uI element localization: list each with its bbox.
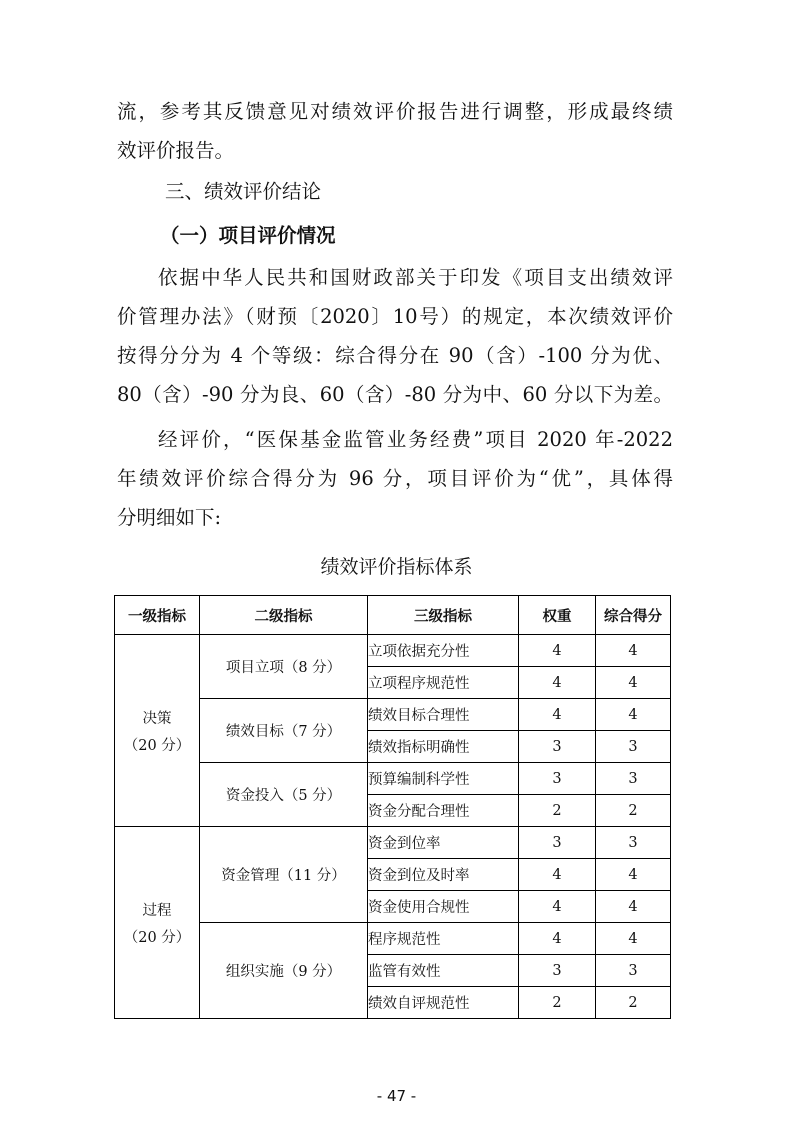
header-weight: 权重 <box>519 596 596 635</box>
level2-cell: 绩效目标（7 分） <box>200 699 368 763</box>
level3-cell: 资金到位及时率 <box>368 859 519 891</box>
paragraph-line: 分明细如下: <box>117 506 222 529</box>
weight-cell: 3 <box>519 955 596 987</box>
level3-cell: 绩效目标合理性 <box>368 699 519 731</box>
basis-paragraph <box>117 258 673 414</box>
weight-cell: 4 <box>519 923 596 955</box>
level3-cell: 程序规范性 <box>368 923 519 955</box>
sub-heading: （一）项目评价情况 <box>160 224 336 247</box>
paragraph-line: 年绩效评价综合得分为 96 分，项目评价为“优”，具体得 <box>117 467 673 490</box>
weight-cell: 3 <box>519 827 596 859</box>
level2-cell: 项目立项（8 分） <box>200 635 368 699</box>
score-cell: 3 <box>596 827 671 859</box>
level2-cell: 资金投入（5 分） <box>200 763 368 827</box>
score-cell: 4 <box>596 699 671 731</box>
result-paragraph <box>117 420 673 537</box>
table-header-row <box>115 596 671 635</box>
level3-cell: 资金使用合规性 <box>368 891 519 923</box>
score-cell: 3 <box>596 955 671 987</box>
table-row <box>115 635 671 667</box>
weight-cell: 4 <box>519 859 596 891</box>
page-number: - 47 - <box>376 1087 417 1105</box>
weight-cell: 2 <box>519 795 596 827</box>
score-cell: 2 <box>596 795 671 827</box>
section-heading: 三、绩效评价结论 <box>165 180 322 203</box>
weight-cell: 4 <box>519 699 596 731</box>
weight-cell: 4 <box>519 635 596 667</box>
metrics-table <box>114 595 671 1019</box>
score-cell: 2 <box>596 987 671 1019</box>
table-row <box>115 827 671 859</box>
weight-cell: 2 <box>519 987 596 1019</box>
score-cell: 4 <box>596 923 671 955</box>
paragraph-line: 经评价，“医保基金监管业务经费”项目 2020 年-2022 <box>158 428 673 451</box>
score-cell: 4 <box>596 667 671 699</box>
header-level2: 二级指标 <box>200 596 368 635</box>
weight-cell: 3 <box>519 731 596 763</box>
level3-cell: 预算编制科学性 <box>368 763 519 795</box>
level3-cell: 绩效自评规范性 <box>368 987 519 1019</box>
score-cell: 4 <box>596 859 671 891</box>
level3-cell: 资金分配合理性 <box>368 795 519 827</box>
level3-cell: 立项依据充分性 <box>368 635 519 667</box>
level3-cell: 资金到位率 <box>368 827 519 859</box>
level1-name: 决策 <box>142 710 172 727</box>
level1-score: （20 分） <box>123 737 191 754</box>
score-cell: 3 <box>596 763 671 795</box>
level2-cell: 资金管理（11 分） <box>200 827 368 923</box>
header-score: 综合得分 <box>596 596 671 635</box>
level3-cell: 立项程序规范性 <box>368 667 519 699</box>
table-title: 绩效评价指标体系 <box>320 556 473 578</box>
level3-cell: 监管有效性 <box>368 955 519 987</box>
level3-cell: 绩效指标明确性 <box>368 731 519 763</box>
weight-cell: 4 <box>519 667 596 699</box>
paragraph-line: 依据中华人民共和国财政部关于印发《项目支出绩效评 <box>158 266 673 289</box>
header-level3: 三级指标 <box>368 596 519 635</box>
paragraph-line: 效评价报告。 <box>117 139 235 162</box>
paragraph-line: 流，参考其反馈意见对绩效评价报告进行调整，形成最终绩 <box>117 100 673 123</box>
level1-name: 过程 <box>142 902 172 919</box>
score-cell: 3 <box>596 731 671 763</box>
weight-cell: 4 <box>519 891 596 923</box>
level2-cell: 组织实施（9 分） <box>200 923 368 1019</box>
score-cell: 4 <box>596 635 671 667</box>
level1-cell <box>115 827 200 1019</box>
level1-score: （20 分） <box>123 929 191 946</box>
level1-cell <box>115 635 200 827</box>
paragraph-line: 80（含）-90 分为良、60（含）-80 分为中、60 分以下为差。 <box>117 383 673 406</box>
paragraph-line: 按得分分为 4 个等级：综合得分在 90（含）-100 分为优、 <box>117 344 673 367</box>
weight-cell: 3 <box>519 763 596 795</box>
header-level1: 一级指标 <box>115 596 200 635</box>
continued-paragraph <box>117 92 673 170</box>
paragraph-line: 价管理办法》（财预〔2020〕10号）的规定，本次绩效评价 <box>117 305 673 328</box>
score-cell: 4 <box>596 891 671 923</box>
